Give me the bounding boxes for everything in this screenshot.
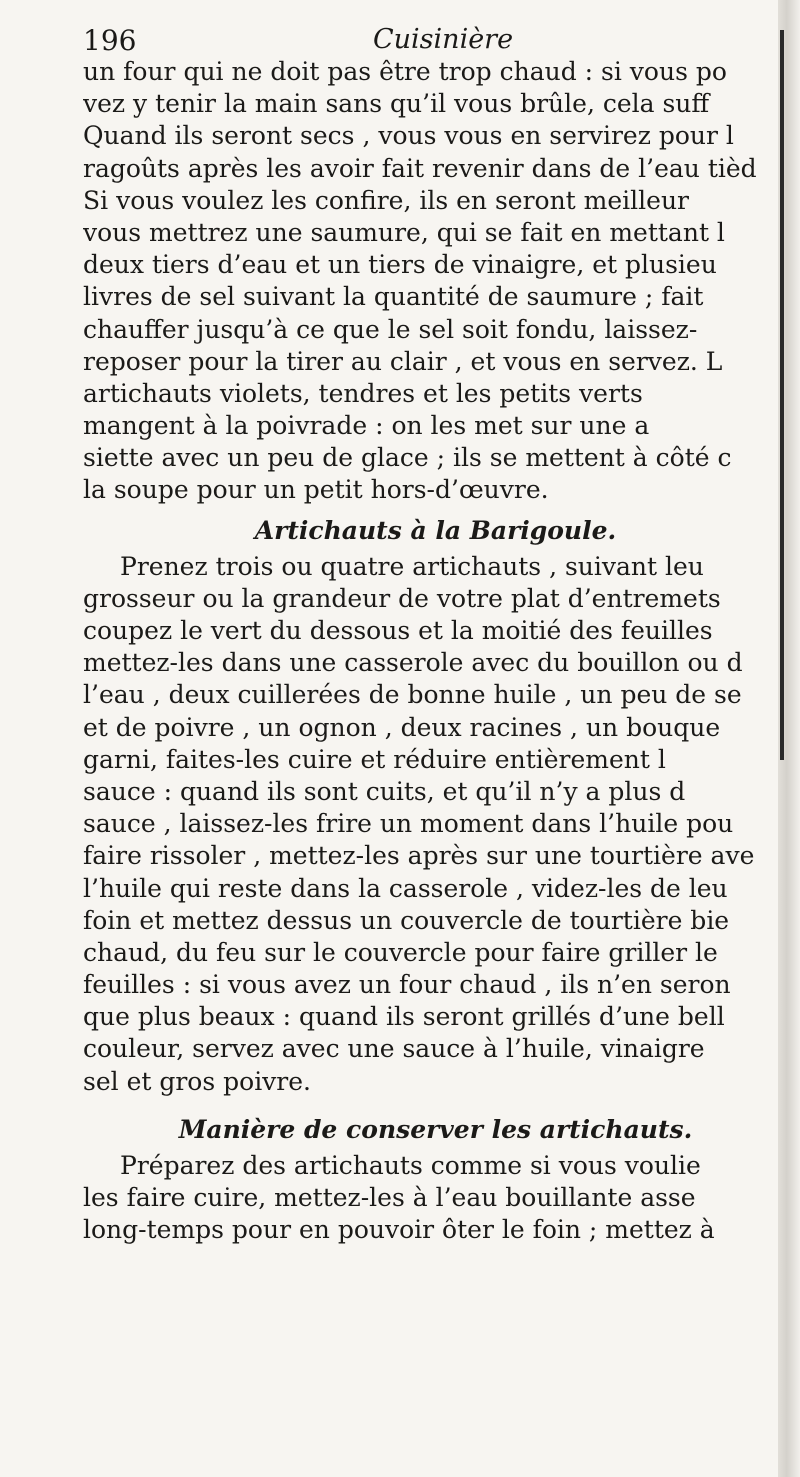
- section-title-conserver: Manière de conserver les artichauts.: [178, 1114, 693, 1144]
- text-line: garni, faites-les cuire et réduire entièrement l: [83, 744, 666, 774]
- text-line: l’huile qui reste dans la casserole , videz-les de leu: [83, 873, 728, 903]
- text-line: feuilles : si vous avez un four chaud , ils n’en seron: [83, 970, 731, 1000]
- page-header: [83, 20, 773, 60]
- paragraph-1: [83, 56, 798, 507]
- paragraph-3: [83, 1150, 798, 1247]
- page-number: 196: [83, 24, 137, 57]
- text-line: deux tiers d’eau et un tiers de vinaigre, et plusieu: [83, 250, 717, 280]
- text-line: foin et mettez dessus un couvercle de tourtière bie: [83, 905, 730, 935]
- paragraph-2: [83, 551, 798, 1098]
- text-line: un four qui ne doit pas être trop chaud : si vous po: [83, 57, 727, 86]
- text-line: l’eau , deux cuillerées de bonne huile , un peu de se: [83, 680, 742, 710]
- text-line: couleur, servez avec une sauce à l’huile, vinaigre: [83, 1034, 705, 1064]
- text-line: Si vous voulez les confire, ils en seront meilleur: [83, 185, 690, 215]
- text-line: siette avec un peu de glace ; ils se mettent à côté c: [83, 443, 732, 473]
- text-line: sel et gros poivre.: [83, 1066, 312, 1096]
- text-line: artichauts violets, tendres et les petits verts: [83, 378, 643, 408]
- text-line: les faire cuire, mettez-les à l’eau bouillante asse: [83, 1183, 696, 1212]
- text-line: Quand ils seront secs , vous vous en servirez pour l: [83, 121, 734, 151]
- text-line: reposer pour la tirer au clair , et vous en servez. L: [83, 346, 723, 376]
- text-line: Prenez trois ou quatre artichauts , suivant leu: [120, 551, 704, 581]
- text-line: sauce : quand ils sont cuits, et qu’il n’y a plus d: [83, 776, 686, 806]
- text-line: chauffer jusqu’à ce que le sel soit fondu, laissez-: [83, 314, 698, 344]
- text-line: mangent à la poivrade : on les met sur une a: [83, 411, 650, 441]
- text-line: Préparez des artichauts comme si vous voulie: [120, 1150, 701, 1180]
- text-line: vez y tenir la main sans qu’il vous brûle, cela suff: [83, 89, 710, 119]
- text-line: mettez-les dans une casserole avec du bouillon ou d: [83, 648, 743, 678]
- text-line: faire rissoler , mettez-les après sur une tourtière ave: [83, 841, 755, 871]
- running-title: Cuisinière: [373, 24, 514, 55]
- text-line: ragoûts après les avoir fait revenir dans de l’eau tièd: [83, 153, 757, 183]
- page-body: [83, 56, 798, 1246]
- text-line: la soupe pour un petit hors-d’œuvre.: [83, 475, 549, 505]
- text-line: long-temps pour en pouvoir ôter le foin ; mettez à: [83, 1215, 715, 1245]
- text-line: grosseur ou la grandeur de votre plat d’entremets: [83, 583, 721, 613]
- section-title-barigoule: Artichauts à la Barigoule.: [254, 515, 617, 545]
- text-line: livres de sel suivant la quantité de saumure ; fait: [83, 282, 704, 312]
- text-line: et de poivre , un ognon , deux racines , un bouque: [83, 712, 721, 742]
- text-line: sauce , laissez-les frire un moment dans l’huile pou: [83, 809, 734, 839]
- text-line: que plus beaux : quand ils seront grillés d’une bell: [83, 1002, 725, 1032]
- binding-shadow: [780, 30, 784, 760]
- text-line: vous mettrez une saumure, qui se fait en mettant l: [83, 217, 725, 247]
- text-line: coupez le vert du dessous et la moitié des feuilles: [83, 616, 713, 645]
- text-line: chaud, du feu sur le couvercle pour faire griller le: [83, 937, 718, 967]
